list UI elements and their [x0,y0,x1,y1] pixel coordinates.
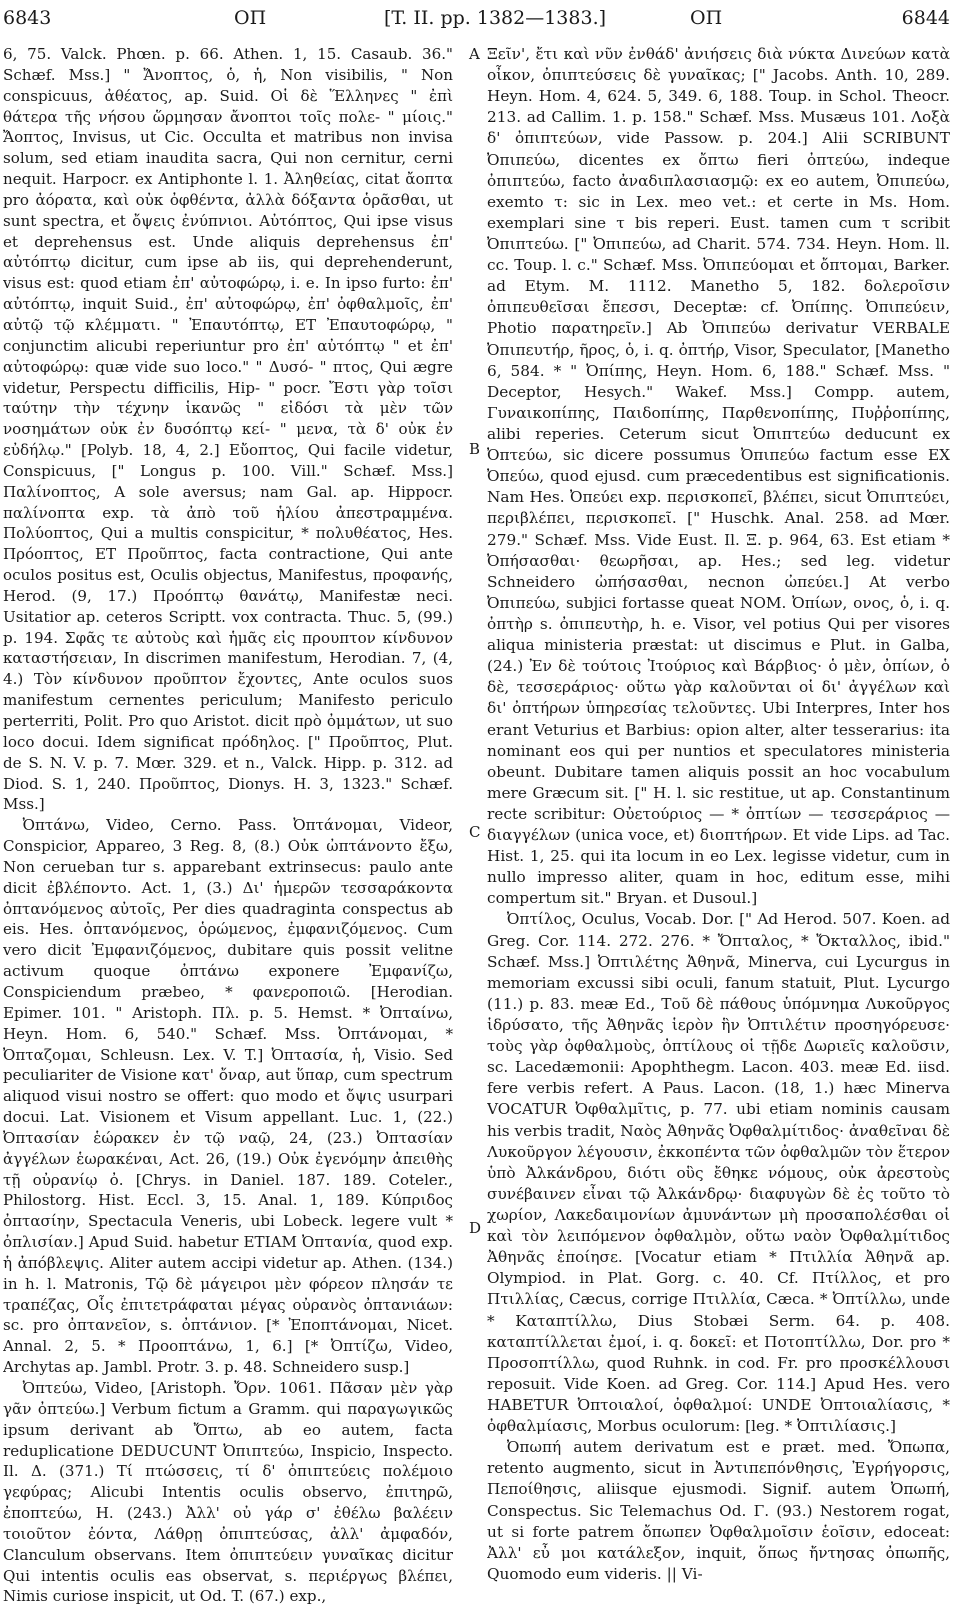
right-running-head: ΟΠ [690,7,723,29]
right-column-number: 6844 [901,7,950,29]
section-marker-a: A [469,45,480,63]
left-text-column [3,44,453,1617]
dictionary-paragraph: 6, 75. Valck. Phœn. p. 66. Athen. 1, 15. Casaub. 36." Schæf. Mss.] " Ἄνοπτος, ὁ, ἡ, Non visibilis, " Non conspicuus, ἀθέατος, ap. Suid. Οἱ δὲ Ἕλληνες " ἐπὶ θάτερα τῆς νήσου ὥρμησαν ἄνοπτοι τοῖς πολε- " μίοις." Ἄοπτος, Invisus, ut Cic. Occulta et matribus non invisa solum, sed etiam inaudita sacra, Qui non cernitur, cerni nequit. Harpocr. ex Antiphonte l. 1. Ἀληθείας, citat ἄοπτα pro ἀόρατα, καὶ οὐκ ὀφθέντα, ἀλλὰ δόξαντα ὁρᾶσθαι, ut sunt spectra, et ὄψεις ἐνύπνιοι. Αὐτόπτος, Qui ipse visus et deprehensus est. Unde aliquis deprehensus ἐπ' αὐτόπτῳ dicitur, cum ipse ab iis, qui deprehenderunt, visus est: quod etiam ἐπ' αὐτοφώρῳ, i. e. In ipso furto: ἐπ' αὐτόπτῳ, inquit Suid., ἐπ' αὐτοφώρῳ, ἐπ' ὀφθαλμοῖς, ἐπ' αὐτῷ τῷ κλέμματι. " Ἐπαυτόπτῳ, ET Ἐπαυτοφώρῳ, " conjunctim alicubi reperiuntur pro ἐπ' αὐτόπτῳ " et ἐπ' αὐτοφώρῳ: quæ vide suo loco." " Δυσό- " πτος, Qui ægre videtur, Perspectu difficilis, Hip- " pocr. Ἔστι γὰρ τοῖσι ταύτην τὴν τέχνην ἱκανῶς " εἰδόσι τὰ μὲν τῶν νοσημάτων οὐκ ἐν δυσόπτῳ κεί- " μενα, τὰ δ' οὐκ ἐν εὐδήλῳ." [Polyb. 18, 4, 2.] Εὔοπτος, Qui facile videtur, Conspicuus, [" Longus p. 100. Vill." Schæf. Mss.] Παλίνοπτος, A sole aversus; nam Gal. ap. Hippocr. παλίνοπτα exp. τὰ ἀπὸ τοῦ ἡλίου ἀπεστραμμένα. Πολύοπτος, Qui a multis conspicitur, * πολυθέατος, Hes. Πρόοπτος, ET Προῦπτος, facta contractione, Qui ante oculos positus est, Oculis objectus, Manifestus, προφανής, Herod. (9, 17.) Προόπτῳ θανάτῳ, Manifestæ neci. Usitatior ap. ceteros Scriptt. vox contracta. Thuc. 5, (99.) p. 194. Σφᾶς τε αὐτοὺς καὶ ἡμᾶς εἰς προυπτον κίνδυνον καταστήσειαν, In discrimen manifestum, Herodian. 7, (4, 4.) Τὸν κίνδυνον προῦπτον ἔχοντες, Ante oculos suos manifestum cernentes periculum; Manifesto periculo perterriti, Polit. Pro quo Aristot. dicit πρὸ ὀμμάτων, ut suo loco docui. Idem significat πρόδηλος. [" Προῦπτος, Plut. de S. N. V. p. 7. Mœr. 329. et n., Valck. Hipp. p. 312. ad Diod. S. 1, 240. Προῦπτος, Dionys. H. 3, 1323." Schæf. Mss.] [3,45,453,814]
dictionary-paragraph: Ὀπτεύω, Video, [Aristoph. Ὄρν. 1061. Πᾶσαν μὲν γὰρ γᾶν ὀπτεύω.] Verbum fictum a Gramm. qui παραγωγικῶς ipsum derivant ab Ὄπτω, ab eo autem, facta reduplicatione DEDUCUNT Ὀπιπτεύω, Inspicio, Inspecto. Il. Δ. (371.) Τί πτώσσεις, τί δ' ὀπιπτεύεις πολέμοιο γεφύρας; Alicubi Intentis oculis observo, ἐπιτηρῶ, ἐποπτεύω, H. (243.) Ἀλλ' οὐ γάρ σ' ἐθέλω βαλέειν τοιοῦτον ἐόντα, Λάθρῃ ὀπιπτεύσας, ἀλλ' ἀμφαδόν, Clanculum observans. Item ὀπιπτεύειν γυναῖκας dicitur Qui intentis oculis eas observat, s. περιέργως βλέπει, Nimis curiose inspicit, ut Od. T. (67.) exp., [3,1379,453,1606]
volume-page-reference: [T. II. pp. 1382—1383.] [384,7,607,29]
dictionary-paragraph: Ὀπωπή autem derivatum est e præt. med. Ὄπωπα, retento augmento, sicut in Ἀντιπεπόνθησις, Ἐγρήγορσις, Πεποίθησις, aliisque ejusmodi. Signif. autem Ὀπωπή, Conspectus. Sic Telemachus Od. Γ. (93.) Nestorem rogat, ut si forte patrem ὄπωπεν Ὀφθαλμοῖσιν ἑοῖσιν, edoceat: Ἀλλ' εὖ μοι κατάλεξον, inquit, ὅπως ἤντησας ὀπωπῆς, Quomodo eum videris. || Vi- [487,1438,950,1583]
left-running-head: ΟΠ [234,7,267,29]
section-marker-c: C [469,823,481,841]
dictionary-paragraph: Ξεῖν', ἔτι καὶ νῦν ἐνθάδ' ἀνιήσεις διὰ νύκτα Δινεύων κατὰ οἶκον, ὀπιπτεύσεις δὲ γυναῖκας; [" Jacobs. Anth. 10, 289. Heyn. Hom. 4, 624. 5, 349. 6, 188. Toup. in Schol. Theocr. 213. ad Callim. 1. p. 158." Schæf. Mss. Musæus 101. Λοξὰ δ' ὀπιπτεύων, vide Passow. p. 204.] Alii SCRIBUNT Ὀπιπεύω, dicentes ex ὄπτω fieri ὀπτεύω, indeque ὀπιπτεύω, facto ἀναδιπλασιασμῷ: ex eo autem, Ὀπιπεύω, exemto τ: sic in Lex. meo vet.: et certe in Ms. Hom. exemplari sine τ bis reperi. Eust. tamen cum τ scribit Ὀπιπτεύω. [" Ὀπιπεύω, ad Charit. 574. 734. Heyn. Hom. ll. cc. Toup. l. c." Schæf. Mss. Ὀπιπεύομαι et ὄπτομαι, Barker. ad Etym. M. 1112. Manetho 5, 182. δολεροῖσιν ὀπιπευθεῖσαι ἔπεσσι, Deceptæ: cf. Ὀπίπης. Ὀπιπεύειν, Photio παρατηρεῖν.] Ab Ὀπιπεύω derivatur VERBALE Ὀπιπευτήρ, ῆρος, ὁ, i. q. ὀπτήρ, Visor, Speculator, [Manetho 6, 584. * " Ὀπίπης, Heyn. Hom. 6, 188." Schæf. Mss. " Deceptor, Hesych." Wakef. Mss.] Compp. autem, Γυναικοπίπης, Παιδοπίπης, Παρθενοπίπης, Πυῤῥοπίπης, alibi reperies. Ceterum sicut Ὀπιπτεύω deducunt ex Ὀπτεύω, sic dicere possumus Ὀπιπεύω factum esse EX Ὀπεύω, quod ejusd. cum præcedentibus est significationis. Nam Hes. Ὀπεύει exp. περισκοπεῖ, βλέπει, sicut Ὀπιπτεύει, περιβλέπει, περισκοπεῖ. [" Huschk. Anal. 258. ad Mœr. 279." Schæf. Mss. Vide Eust. Il. Ξ. p. 964, 63. Est etiam * Ὀπήσασθαι· θεωρῆσαι, ap. Hes.; sed leg. videtur Schneidero ὠπήσασθαι, necnon ὠπεύει.] At verbo Ὀπιπεύω, subjici fortasse queat NOM. Ὀπίων, ονος, ὁ, i. q. ὀπτὴρ s. ὀπιπευτὴρ, h. e. Visor, vel potius Qui per visores aliqua ministeria præstat: ut discimus e Plut. in Galba, (24.) Ἐν δὲ τούτοις Ἰτούριος καὶ Βάρβιος· ὁ μὲν, ὀπίων, ὁ δὲ, τεσσεράριος· οὕτω γὰρ καλοῦνται οἱ δι' ἀγγέλων καὶ δι' ὀπτήρων ὑπηρεσίας τελοῦντες. Ubi Interpres, Inter hos erant Veturius et Barbius: opion alter, alter tesserarius: ita nominant eos qui per nuntios et speculatores ministeria obeunt. Dubitare tamen aliquis possit an hoc vocabulum mere Græcum sit. [" H. l. sic restitue, ut ap. Constantinum recte scribitur: Οὐετούριος — * ὀπτίων — τεσσεράριος — διαγγέλων (unica voce, et) διοπτήρων. Et vide Lips. ad Tac. Hist. 1, 25. qui ita locum in eo Lex. legisse videtur, cum in nullo impresso aliter, quam in hoc, editum esse, mihi compertum sit." Bryan. et Dusoul.] [487,45,950,908]
right-text-column [487,44,950,1617]
section-marker-d: D [469,1219,482,1237]
dictionary-paragraph: Ὀπτάνω, Video, Cerno. Pass. Ὀπτάνομαι, Videor, Conspicior, Appareo, 3 Reg. 8, (8.) Οὐκ ὠπτάνοντο ἔξω, Non cerueban tur s. apparebant extrinsecus: paulo ante dicit ἐβλέποντο. Act. 1, (3.) Δι' ἡμερῶν τεσσαράκοντα ὀπτανόμενος αὐτοῖς, Per dies quadraginta conspectus ab eis. Hes. ὀπτανόμενος, ὁρώμενος, ἐμφανιζόμενος. Cum vero dicit Ἐμφανιζόμενος, dubitare quis possit velitne activum quoque ὀπτάνω exponere Ἐμφανίζω, Conspiciendum præbeo, * φανεροποιῶ. [Herodian. Epimer. 101. " Aristoph. Πλ. p. 5. Hemst. * Ὀπταίνω, Heyn. Hom. 6, 540." Schæf. Mss. Ὀπτάνομαι, * Ὀπταζομαι, Schleusn. Lex. V. T.] Ὀπτασία, ἡ, Visio. Sed peculiariter de Visione κατ' ὄναρ, aut ὕπαρ, cum spectrum aliquod visui nostro se offert: quo modo et ὄψις usurpari docui. Lat. Visionem et Visum appellant. Luc. 1, (22.) Ὀπτασίαν ἑώρακεν ἐν τῷ ναῷ, 24, (23.) Ὀπτασίαν ἀγγέλων ἑωρακέναι, Act. 26, (19.) Οὐκ ἐγενόμην ἀπειθὴς τῇ οὐρανίῳ ὀ. [Chrys. in Daniel. 187. 189. Coteler., Philostorg. Hist. Eccl. 3, 15. Anal. 1, 189. Κύπριδος ὀπτασίην, Spectacula Veneris, ubi Lobeck. legere vult * ὀπλισίαν.] Apud Suid. habetur ETIAM Ὀπτανία, quod exp. ἡ ἀπόβλεψις. Aliter autem accipi videtur ap. Athen. (134.) in h. l. Matronis, Τῷ δὲ μάγειροι μὲν φόρεον πλησάν τε τραπέζας, Οἷς ἐπιτετράφαται μέγας οὐρανὸς ὀπτανιάων: sc. pro ὀπτανεῖον, s. ὀπτάνιον. [* Ἐποπτάνομαι, Nicet. Annal. 2, 5. * Προοπτάνω, 1, 6.] [* Ὀπτίζω, Video, Archytas ap. Jambl. Protr. 3. p. 48. Schneidero susp.] [3,816,453,1377]
section-marker-b: B [469,440,481,458]
page-header [0,0,960,40]
dictionary-paragraph: Ὀπτίλος, Oculus, Vocab. Dor. [" Ad Herod. 507. Koen. ad Greg. Cor. 114. 272. 276. * Ὄπταλος, * Ὄκταλλος, ibid." Schæf. Mss.] Ὀπτιλέτης Ἀθηνᾶ, Minerva, cui Lycurgus in memoriam excussi sibi oculi, fanum statuit, Plut. Lycurgo (11.) p. 83. meæ Ed., Τοῦ δὲ πάθους ὑπόμνημα Λυκοῦργος ἱδρύσατο, τῆς Ἀθηνᾶς ἱερὸν ἣν Ὀπτιλέτιν προσηγόρευσε· τοὺς γὰρ ὀφθαλμοὺς, ὀπτίλους οἱ τῇδε Δωριεῖς καλοῦσιν, sc. Lacedæmonii: Apophthegm. Lacon. 403. meæ Ed. iisd. fere verbis refert. A Paus. Lacon. (18, 1.) hæc Minerva VOCATUR Ὀφθαλμῖτις, p. 77. ubi etiam nominis causam his verbis tradit, Ναὸς Ἀθηνᾶς Ὀφθαλμίτιδος· ἀναθεῖναι δὲ Λυκοῦργον λέγουσιν, ἐκκοπέντα τῶν ὀφθαλμῶν τὸν ἕτερον ὑπὸ Ἀλκάνδρου, διότι οὓς ἔθηκε νόμους, οὐκ ἀρεστοὺς συνέβαινεν εἶναι τῷ Ἀλκάνδρῳ· διαφυγὼν δὲ ἐς τοῦτο τὸ χωρίον, Λακεδαιμονίων ἀμυνάντων μὴ προσαπολέσθαι οἱ καὶ τὸν λειπόμενον ὀφθαλμὸν, οὕτω ναὸν Ὀφθαλμίτιδος Ἀθηνᾶς ἐποίησε. [Vocatur etiam * Πτιλλία Ἀθηνᾶ ap. Olympiod. in Plat. Gorg. c. 40. Cf. Πτίλλος, et pro Πτιλλίας, Cæcus, corrige Πτιλλία, Cæca. * Ὀπτίλλω, unde * Καταπτίλλω, Dius Stobæi Serm. 64. p. 408. καταπτίλλεται ἐμοί, i. q. δοκεῖ: et Ποτοπτίλλω, Dor. pro * Προσοπτίλλω, quod Ruhnk. in cod. Fr. pro προσκέλλουσι reposuit. Vide Koen. ad Greg. Cor. 114.] Apud Hes. vero HABETUR Ὀπτοιαλοί, ὀφθαλμοί: UNDE Ὀπτοιαλίασις, * ὀφθαλμίασις, Morbus oculorum: [leg. * Ὀπτιλίασις.] [487,910,950,1436]
left-column-number: 6843 [3,7,52,29]
